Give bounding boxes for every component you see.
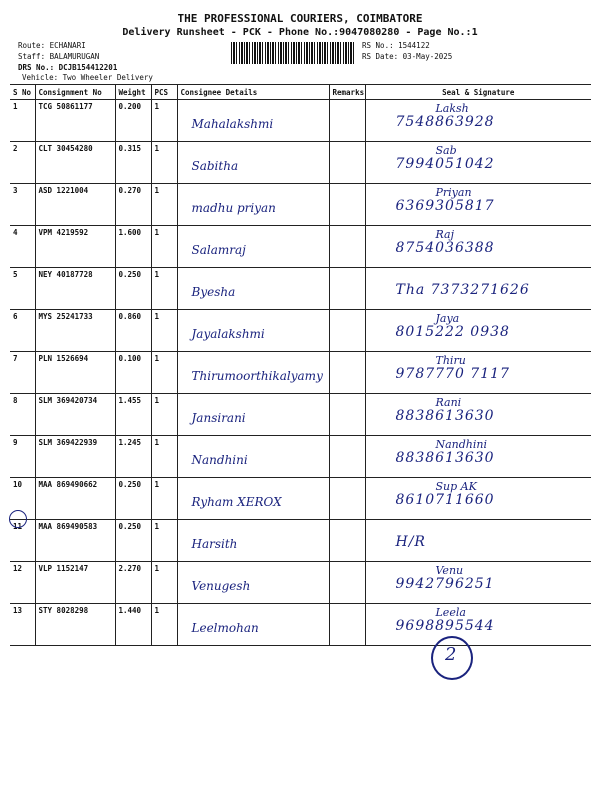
row-pcs: 1 bbox=[151, 184, 177, 226]
row-consignment-no: SLM 369422939 bbox=[35, 436, 115, 478]
row-weight: 0.860 bbox=[115, 310, 151, 352]
row-consignment-no: MYS 25241733 bbox=[35, 310, 115, 352]
row-signature: Leela bbox=[435, 606, 466, 619]
col-consignee: Consignee Details bbox=[177, 85, 329, 100]
row-sno: 11 bbox=[10, 520, 35, 562]
row-consignee-name: Nandhini bbox=[191, 453, 248, 467]
row-consignee-cell bbox=[177, 394, 329, 436]
row-sno: 1 bbox=[10, 100, 35, 142]
row-signature-cell bbox=[365, 478, 591, 520]
row-consignment-no: MAA 869490583 bbox=[35, 520, 115, 562]
row-phone: 9698895544 bbox=[395, 618, 495, 634]
row-weight: 0.315 bbox=[115, 142, 151, 184]
row-consignment-no: MAA 869490662 bbox=[35, 478, 115, 520]
table-row bbox=[10, 100, 591, 142]
row-signature-cell bbox=[365, 142, 591, 184]
row-signature-cell bbox=[365, 310, 591, 352]
circle-mark-text: 2 bbox=[445, 644, 457, 665]
row-sno: 10 bbox=[10, 478, 35, 520]
rs-number: RS No.: 1544122 bbox=[362, 41, 430, 50]
row-sno: 9 bbox=[10, 436, 35, 478]
row-consignee-name: madhu priyan bbox=[191, 201, 276, 215]
row-remarks bbox=[329, 268, 365, 310]
row-signature: Rani bbox=[435, 396, 462, 409]
table-row bbox=[10, 562, 591, 604]
row-sno: 12 bbox=[10, 562, 35, 604]
row-phone: 6369305817 bbox=[395, 198, 495, 214]
table-row bbox=[10, 310, 591, 352]
col-signature: Seal & Signature bbox=[365, 85, 591, 100]
row-remarks bbox=[329, 394, 365, 436]
row-sno: 6 bbox=[10, 310, 35, 352]
row-weight: 0.200 bbox=[115, 100, 151, 142]
table-row bbox=[10, 142, 591, 184]
table-row bbox=[10, 226, 591, 268]
row-consignment-no: ASD 1221004 bbox=[35, 184, 115, 226]
row-consignee-cell bbox=[177, 142, 329, 184]
row-consignee-cell bbox=[177, 310, 329, 352]
row-signature-cell bbox=[365, 604, 591, 646]
col-sno: S No bbox=[10, 85, 35, 100]
company-title: THE PROFESSIONAL COURIERS, COIMBATORE bbox=[177, 12, 423, 25]
table-row bbox=[10, 352, 591, 394]
rs-date: RS Date: 03-May-2025 bbox=[362, 52, 453, 61]
row-pcs: 1 bbox=[151, 520, 177, 562]
row-weight: 1.455 bbox=[115, 394, 151, 436]
row-phone: 8838613630 bbox=[395, 408, 495, 424]
row-sno: 3 bbox=[10, 184, 35, 226]
row-consignment-no: CLT 30454280 bbox=[35, 142, 115, 184]
row-phone: 9787770 7117 bbox=[395, 366, 510, 382]
row-signature: Raj bbox=[435, 228, 455, 241]
row-signature: Priyan bbox=[435, 186, 472, 199]
barcode bbox=[231, 42, 355, 64]
row-consignee-cell bbox=[177, 184, 329, 226]
row-phone: 7548863928 bbox=[395, 114, 495, 130]
row-signature-cell bbox=[365, 520, 591, 562]
row-weight: 0.270 bbox=[115, 184, 151, 226]
row-consignee-name: Byesha bbox=[191, 285, 236, 299]
row-consignment-no: TCG 50861177 bbox=[35, 100, 115, 142]
table-row bbox=[10, 520, 591, 562]
route-label: Route: ECHANARI bbox=[18, 41, 86, 50]
table-row bbox=[10, 436, 591, 478]
row-sno: 7 bbox=[10, 352, 35, 394]
row-consignee-cell bbox=[177, 520, 329, 562]
row-remarks bbox=[329, 184, 365, 226]
handwritten-circle-row-11 bbox=[9, 510, 27, 528]
row-remarks bbox=[329, 100, 365, 142]
row-consignee-name: Leelmohan bbox=[191, 621, 259, 635]
row-consignee-name: Thirumoorthikalyamy bbox=[191, 369, 323, 383]
row-remarks bbox=[329, 310, 365, 352]
row-pcs: 1 bbox=[151, 142, 177, 184]
row-signature: Jaya bbox=[435, 312, 460, 325]
row-consignment-no: VPM 4219592 bbox=[35, 226, 115, 268]
row-consignee-name: Ryham XEROX bbox=[191, 495, 282, 509]
row-pcs: 1 bbox=[151, 478, 177, 520]
row-remarks bbox=[329, 562, 365, 604]
table-row bbox=[10, 604, 591, 646]
staff-label: Staff: BALAMURUGAN bbox=[18, 52, 100, 61]
row-signature-cell bbox=[365, 184, 591, 226]
row-remarks bbox=[329, 604, 365, 646]
row-consignment-no: VLP 1152147 bbox=[35, 562, 115, 604]
col-remarks: Remarks bbox=[329, 85, 365, 100]
row-consignee-cell bbox=[177, 352, 329, 394]
row-remarks bbox=[329, 226, 365, 268]
row-consignee-cell bbox=[177, 436, 329, 478]
row-signature: Sab bbox=[435, 144, 457, 157]
runsheet-subtitle: Delivery Runsheet - PCK - Phone No.:9047080280 - Page No.:1 bbox=[122, 27, 478, 38]
table-row bbox=[10, 394, 591, 436]
row-sno: 4 bbox=[10, 226, 35, 268]
table-header-row bbox=[10, 85, 591, 100]
row-signature-cell bbox=[365, 562, 591, 604]
row-signature: Laksh bbox=[435, 102, 469, 115]
row-weight: 1.245 bbox=[115, 436, 151, 478]
row-weight: 2.270 bbox=[115, 562, 151, 604]
row-consignment-no: STY 8028298 bbox=[35, 604, 115, 646]
row-consignee-name: Jayalakshmi bbox=[191, 327, 265, 341]
runsheet-table bbox=[10, 84, 591, 646]
row-consignee-cell bbox=[177, 100, 329, 142]
col-consignment: Consignment No bbox=[35, 85, 115, 100]
row-consignee-cell bbox=[177, 268, 329, 310]
handwritten-circle-mark bbox=[431, 636, 473, 680]
row-consignment-no: SLM 369420734 bbox=[35, 394, 115, 436]
row-remarks bbox=[329, 520, 365, 562]
row-signature-cell bbox=[365, 352, 591, 394]
table-row bbox=[10, 268, 591, 310]
row-pcs: 1 bbox=[151, 352, 177, 394]
row-remarks bbox=[329, 436, 365, 478]
row-sno: 13 bbox=[10, 604, 35, 646]
row-signature-cell bbox=[365, 226, 591, 268]
row-weight: 1.440 bbox=[115, 604, 151, 646]
row-consignee-name: Harsith bbox=[191, 537, 238, 551]
row-pcs: 1 bbox=[151, 268, 177, 310]
row-signature-cell bbox=[365, 436, 591, 478]
row-signature: Nandhini bbox=[435, 438, 488, 451]
col-pcs: PCS bbox=[151, 85, 177, 100]
row-pcs: 1 bbox=[151, 562, 177, 604]
row-consignee-cell bbox=[177, 478, 329, 520]
row-weight: 0.250 bbox=[115, 520, 151, 562]
row-phone: Tha 7373271626 bbox=[395, 282, 530, 298]
row-consignment-no: PLN 1526694 bbox=[35, 352, 115, 394]
row-pcs: 1 bbox=[151, 310, 177, 352]
row-consignee-cell bbox=[177, 226, 329, 268]
row-weight: 0.250 bbox=[115, 268, 151, 310]
row-signature-cell bbox=[365, 394, 591, 436]
row-weight: 1.600 bbox=[115, 226, 151, 268]
table-row bbox=[10, 184, 591, 226]
row-consignee-name: Salamraj bbox=[191, 243, 246, 257]
row-phone: 8610711660 bbox=[395, 492, 495, 508]
col-weight: Weight bbox=[115, 85, 151, 100]
row-phone: 8015222 0938 bbox=[395, 324, 510, 340]
row-consignee-name: Mahalakshmi bbox=[191, 117, 274, 131]
row-pcs: 1 bbox=[151, 394, 177, 436]
row-consignee-name: Jansirani bbox=[191, 411, 246, 425]
row-signature-cell bbox=[365, 268, 591, 310]
row-sno: 5 bbox=[10, 268, 35, 310]
row-signature-cell bbox=[365, 100, 591, 142]
vehicle-label: Vehicle: Two Wheeler Delivery bbox=[22, 73, 153, 82]
row-signature: Thiru bbox=[435, 354, 466, 367]
row-sno: 2 bbox=[10, 142, 35, 184]
row-phone: 8754036388 bbox=[395, 240, 495, 256]
table-row bbox=[10, 478, 591, 520]
row-phone: 7994051042 bbox=[395, 156, 495, 172]
row-consignment-no: NEY 40187728 bbox=[35, 268, 115, 310]
row-sno: 8 bbox=[10, 394, 35, 436]
row-signature: Sup AK bbox=[435, 480, 477, 493]
row-pcs: 1 bbox=[151, 604, 177, 646]
row-consignee-name: Sabitha bbox=[191, 159, 239, 173]
row-pcs: 1 bbox=[151, 436, 177, 478]
row-weight: 0.250 bbox=[115, 478, 151, 520]
row-signature: Venu bbox=[435, 564, 464, 577]
row-pcs: 1 bbox=[151, 226, 177, 268]
row-weight: 0.100 bbox=[115, 352, 151, 394]
row-remarks bbox=[329, 352, 365, 394]
row-phone: 8838613630 bbox=[395, 450, 495, 466]
row-pcs: 1 bbox=[151, 100, 177, 142]
row-consignee-name: Venugesh bbox=[191, 579, 251, 593]
row-phone: 9942796251 bbox=[395, 576, 495, 592]
row-phone: H/R bbox=[395, 534, 426, 550]
drs-number: DRS No.: DCJB154412201 bbox=[18, 63, 118, 72]
row-consignee-cell bbox=[177, 604, 329, 646]
row-remarks bbox=[329, 142, 365, 184]
row-consignee-cell bbox=[177, 562, 329, 604]
row-remarks bbox=[329, 478, 365, 520]
